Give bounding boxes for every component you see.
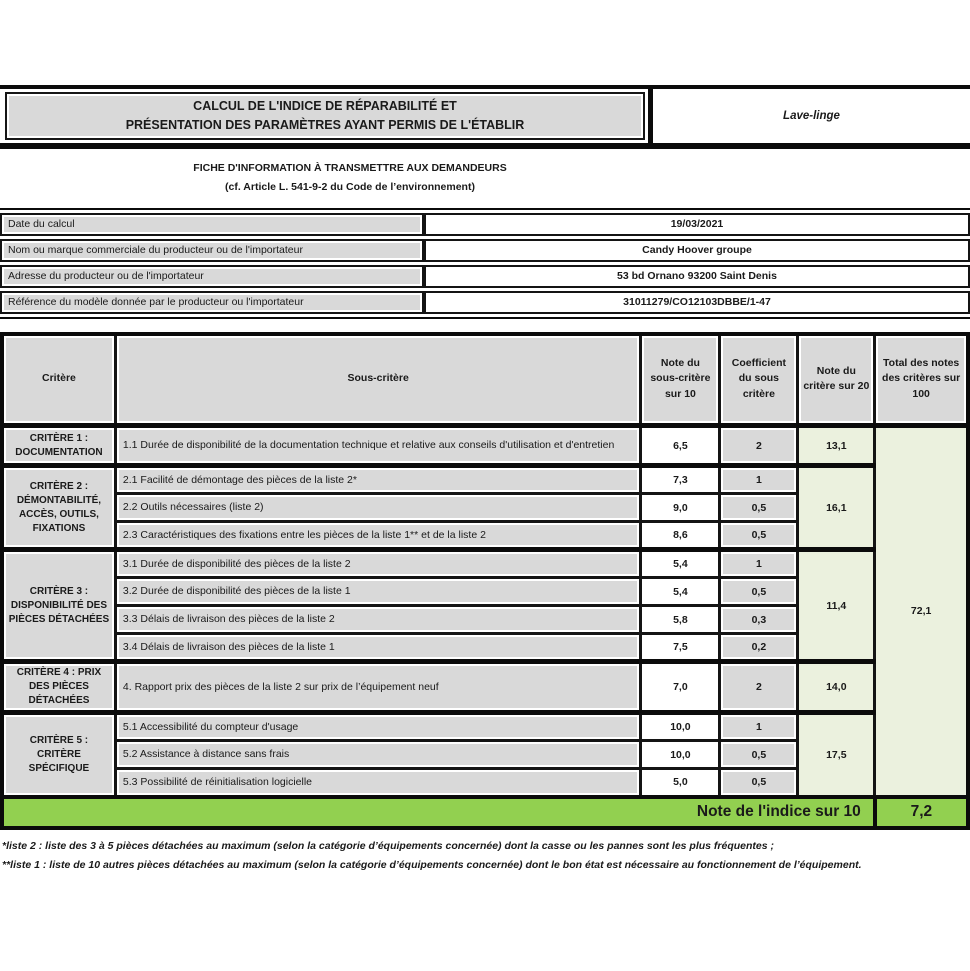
table-row	[2, 550, 968, 578]
info-value-model-ref: 31011279/CO12103DBBE/1-47	[424, 291, 970, 314]
table-row	[2, 426, 968, 466]
sub-criterion-score: 10,0	[641, 713, 720, 741]
criteria-table	[0, 332, 970, 830]
criterion-group-name: CRITÈRE 5 : CRITÈRE SPÉCIFIQUE	[2, 713, 115, 797]
sub-criterion-label: 3.2 Durée de disponibilité des pièces de la liste 1	[115, 578, 641, 606]
coefficient-value: 2	[720, 662, 798, 713]
table-row	[0, 291, 970, 314]
product-category-label: Lave-linge	[783, 109, 840, 122]
info-value-address: 53 bd Ornano 93200 Saint Denis	[424, 265, 970, 288]
criterion-score-20: 14,0	[798, 662, 875, 713]
coefficient-value: 0,5	[720, 522, 798, 550]
producer-info-table	[0, 208, 970, 319]
sub-criterion-label: 5.2 Assistance à distance sans frais	[115, 741, 641, 769]
criterion-score-20: 11,4	[798, 550, 875, 662]
criterion-group-name: CRITÈRE 3 : DISPONIBILITÉ DES PIÈCES DÉTACHÉES	[2, 550, 115, 662]
info-value-date: 19/03/2021	[424, 213, 970, 236]
coefficient-value: 0,5	[720, 578, 798, 606]
subtitle-line1: FICHE D'INFORMATION À TRANSMETTRE AUX DEMANDEURS	[193, 161, 507, 174]
subtitle-line2: (cf. Article L. 541-9-2 du Code de l’environnement)	[225, 180, 475, 193]
sub-criterion-score: 5,4	[641, 578, 720, 606]
index-score-row	[2, 797, 968, 828]
footnotes	[0, 837, 970, 877]
criterion-group-name: CRITÈRE 2 : DÉMONTABILITÉ, ACCÈS, OUTILS, FIXATIONS	[2, 466, 115, 550]
coefficient-value: 0,5	[720, 741, 798, 769]
document-subtitle	[0, 162, 700, 193]
sub-criterion-label: 5.1 Accessibilité du compteur d'usage	[115, 713, 641, 741]
sub-criterion-score: 10,0	[641, 741, 720, 769]
page-title-line2: PRÉSENTATION DES PARAMÈTRES AYANT PERMIS DE L'ÉTABLIR	[125, 117, 525, 132]
info-value-producer: Candy Hoover groupe	[424, 239, 970, 262]
sub-criterion-label: 2.2 Outils nécessaires (liste 2)	[115, 494, 641, 522]
document-header	[0, 85, 970, 149]
footnote-liste1: **liste 1 : liste de 10 autres pièces détachées au maximum (selon la catégorie d’équipements concernée) dont le bon état est nécessaire au fonctionnement de l’équipement.	[2, 859, 862, 872]
col-header-note-critere: Note du critère sur 20	[798, 334, 875, 426]
criterion-group-name: CRITÈRE 1 : DOCUMENTATION	[2, 426, 115, 466]
table-row	[0, 265, 970, 288]
criterion-score-20: 13,1	[798, 426, 875, 466]
table-row	[0, 213, 970, 236]
sub-criterion-score: 7,5	[641, 634, 720, 662]
sub-criterion-score: 8,6	[641, 522, 720, 550]
sub-criterion-score: 5,0	[641, 769, 720, 797]
header-title-cell	[0, 89, 648, 143]
product-category-cell	[648, 89, 970, 143]
sub-criterion-label: 5.3 Possibilité de réinitialisation logicielle	[115, 769, 641, 797]
sub-criterion-score: 9,0	[641, 494, 720, 522]
sub-criterion-label: 3.1 Durée de disponibilité des pièces de la liste 2	[115, 550, 641, 578]
criteria-header-row	[2, 334, 968, 426]
index-label: Note de l'indice sur 10	[2, 797, 875, 828]
sub-criterion-label: 3.4 Délais de livraison des pièces de la liste 1	[115, 634, 641, 662]
coefficient-value: 1	[720, 466, 798, 494]
col-header-total: Total des notes des critères sur 100	[875, 334, 968, 426]
table-row	[2, 466, 968, 494]
sub-criterion-label: 1.1 Durée de disponibilité de la documentation technique et relative aux conseils d'utilisation et d'entretien	[115, 426, 641, 466]
criterion-score-20: 17,5	[798, 713, 875, 797]
coefficient-value: 0,5	[720, 494, 798, 522]
sub-criterion-label: 2.1 Facilité de démontage des pièces de la liste 2*	[115, 466, 641, 494]
sub-criterion-score: 7,0	[641, 662, 720, 713]
footnote-liste2: *liste 2 : liste des 3 à 5 pièces détachées au maximum (selon la catégorie d’équipements concernée) dont la casse ou les pannes sont les plus fréquentes ;	[2, 839, 775, 852]
page-title	[5, 92, 645, 140]
col-header-sous-critere: Sous-critère	[115, 334, 641, 426]
coefficient-value: 2	[720, 426, 798, 466]
table-row	[2, 713, 968, 741]
info-label-model-ref: Référence du modèle donnée par le producteur ou l'importateur	[0, 291, 424, 314]
info-label-producer: Nom ou marque commerciale du producteur ou de l'importateur	[0, 239, 424, 262]
total-score-100: 72,1	[875, 426, 968, 797]
table-row	[2, 662, 968, 713]
coefficient-value: 1	[720, 713, 798, 741]
coefficient-value: 0,5	[720, 769, 798, 797]
col-header-critere: Critère	[2, 334, 115, 426]
sub-criterion-label: 2.3 Caractéristiques des fixations entre les pièces de la liste 1** et de la liste 2	[115, 522, 641, 550]
info-label-date: Date du calcul	[0, 213, 424, 236]
sub-criterion-score: 5,8	[641, 606, 720, 634]
info-label-address: Adresse du producteur ou de l'importateur	[0, 265, 424, 288]
sub-criterion-label: 3.3 Délais de livraison des pièces de la liste 2	[115, 606, 641, 634]
index-value: 7,2	[875, 797, 968, 828]
col-header-note-sous-critere: Note du sous-critère sur 10	[641, 334, 720, 426]
criterion-group-name: CRITÈRE 4 : PRIX DES PIÈCES DÉTACHÉES	[2, 662, 115, 713]
sub-criterion-score: 7,3	[641, 466, 720, 494]
sub-criterion-score: 6,5	[641, 426, 720, 466]
sub-criterion-score: 5,4	[641, 550, 720, 578]
col-header-coefficient: Coefficient du sous critère	[720, 334, 798, 426]
coefficient-value: 1	[720, 550, 798, 578]
criterion-score-20: 16,1	[798, 466, 875, 550]
sub-criterion-label: 4. Rapport prix des pièces de la liste 2 sur prix de l’équipement neuf	[115, 662, 641, 713]
coefficient-value: 0,2	[720, 634, 798, 662]
coefficient-value: 0,3	[720, 606, 798, 634]
table-row	[0, 239, 970, 262]
page-title-line1: CALCUL DE L'INDICE DE RÉPARABILITÉ ET	[193, 99, 457, 113]
